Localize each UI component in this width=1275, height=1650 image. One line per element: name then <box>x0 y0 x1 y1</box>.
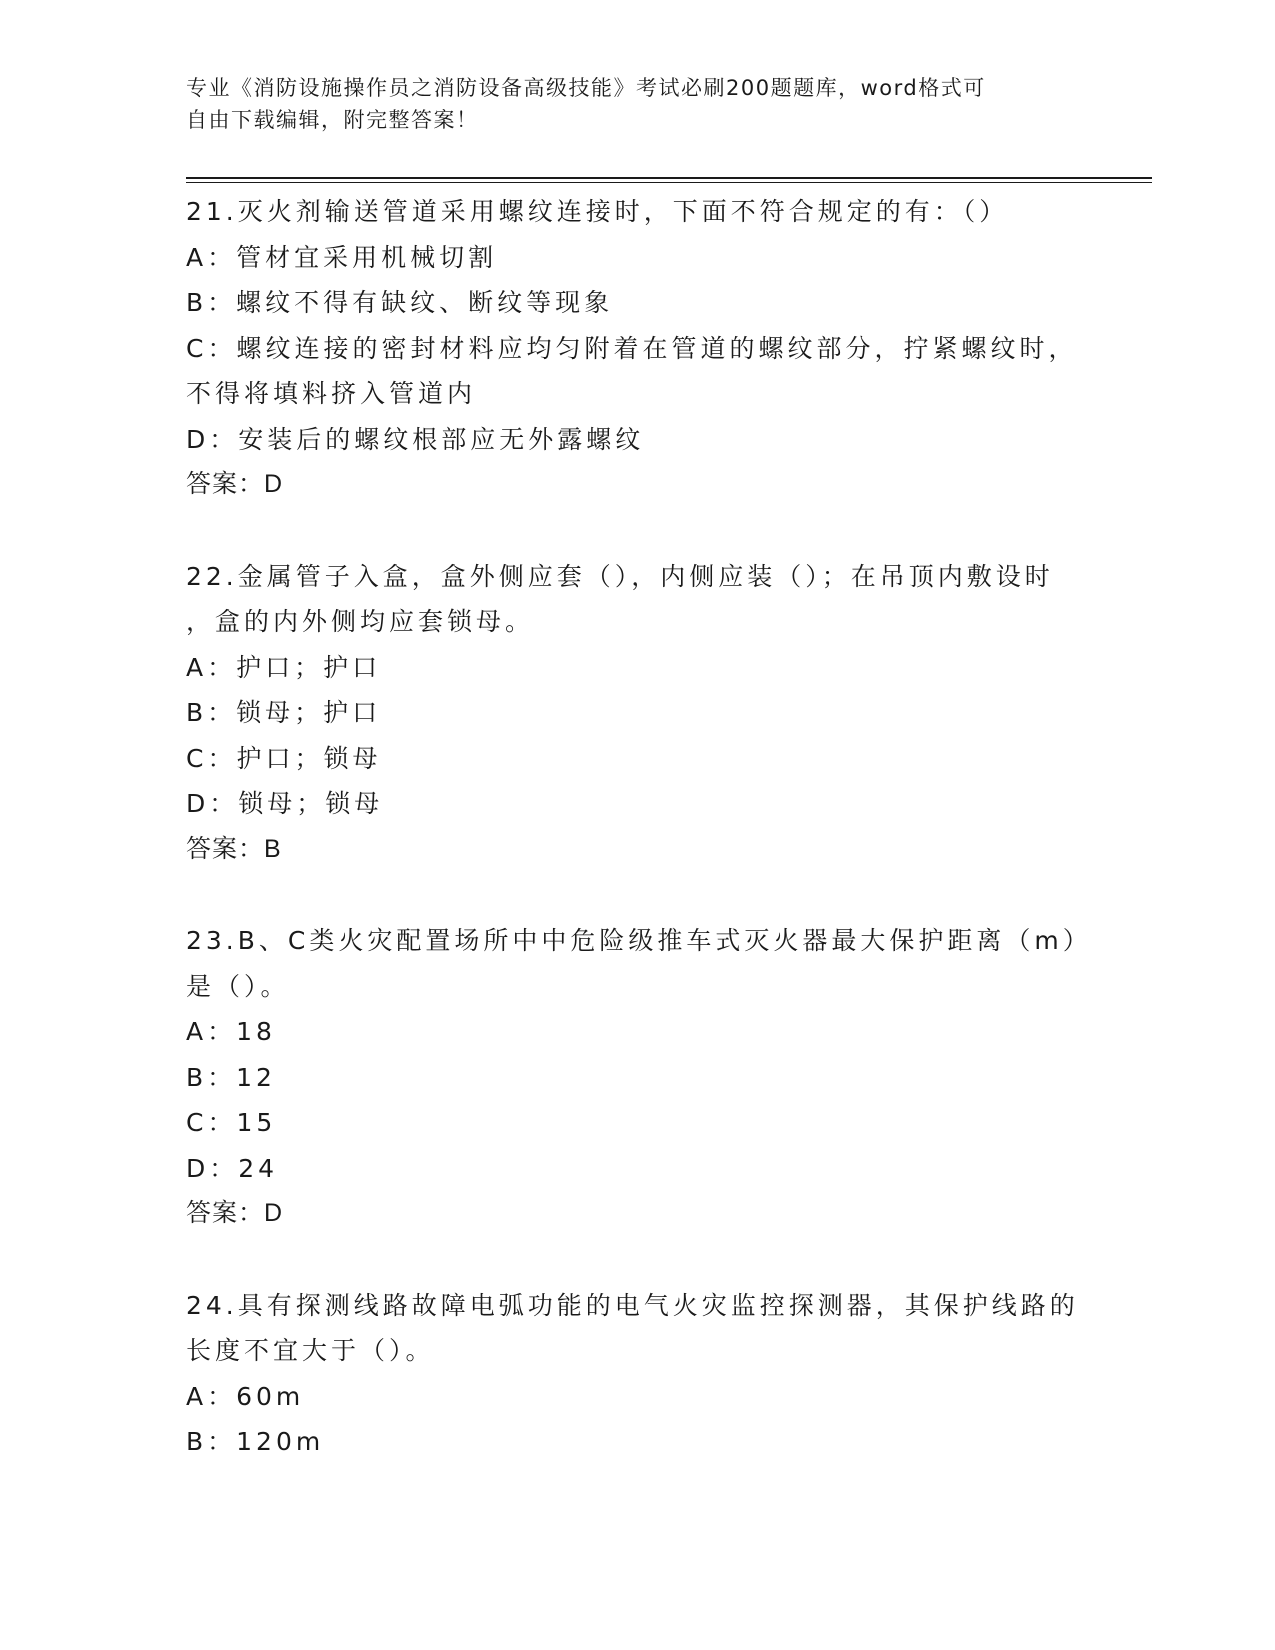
answer: 答案：B <box>186 834 282 863</box>
header-line-1: 专业《消防设施操作员之消防设备高级技能》考试必刷200题题库，word格式可 <box>186 76 986 100</box>
option-c: C：15 <box>186 1108 277 1137</box>
question-stem-continued: ，盒的内外侧均应套锁母。 <box>186 607 535 636</box>
question-23 <box>186 918 1092 1237</box>
question-24 <box>186 1283 1086 1465</box>
question-stem: 23.B、C类火灾配置场所中中危险级推车式灭火器最大保护距离（m） <box>186 926 1092 955</box>
question-stem-continued: 是（）。 <box>186 971 290 1001</box>
header-line-2: 自由下载编辑，附完整答案！ <box>186 108 479 132</box>
header-divider-thin <box>186 182 1152 183</box>
option-c: C：螺纹连接的密封材料应均匀附着在管道的螺纹部分，拧紧螺纹时， <box>186 333 1078 363</box>
question-stem: 22.金属管子入盒，盒外侧应套（），内侧应装（）；在吊顶内敷设时 <box>186 561 1054 591</box>
question-list <box>186 189 1092 1511</box>
document-header <box>186 72 1086 136</box>
option-a: A：护口；护口 <box>186 652 382 682</box>
question-stem-continued: 长度不宜大于（）。 <box>186 1336 435 1365</box>
question-stem: 21.灭火剂输送管道采用螺纹连接时，下面不符合规定的有：（） <box>186 197 1009 226</box>
option-b: B：锁母；护口 <box>186 698 382 727</box>
option-b: B：12 <box>186 1062 276 1092</box>
option-c: C：护口；锁母 <box>186 743 382 773</box>
question-22 <box>186 554 1086 873</box>
option-d: D：安装后的螺纹根部应无外露螺纹 <box>186 424 645 454</box>
option-a: A：18 <box>186 1017 276 1046</box>
option-a: A：60m <box>186 1381 305 1411</box>
option-a: A：管材宜采用机械切割 <box>186 242 498 272</box>
question-21 <box>186 189 1086 508</box>
option-d: D：锁母；锁母 <box>186 789 384 818</box>
header-divider-thick <box>186 177 1152 179</box>
answer: 答案：D <box>186 1199 284 1227</box>
answer: 答案：D <box>186 470 284 498</box>
question-stem: 24.具有探测线路故障电弧功能的电气火灾监控探测器，其保护线路的 <box>186 1290 1079 1320</box>
option-d: D：24 <box>186 1153 279 1183</box>
option-b: B：螺纹不得有缺纹、断纹等现象 <box>186 288 614 317</box>
option-b: B：120m <box>186 1427 325 1456</box>
option-c-continued: 不得将填料挤入管道内 <box>186 379 477 408</box>
